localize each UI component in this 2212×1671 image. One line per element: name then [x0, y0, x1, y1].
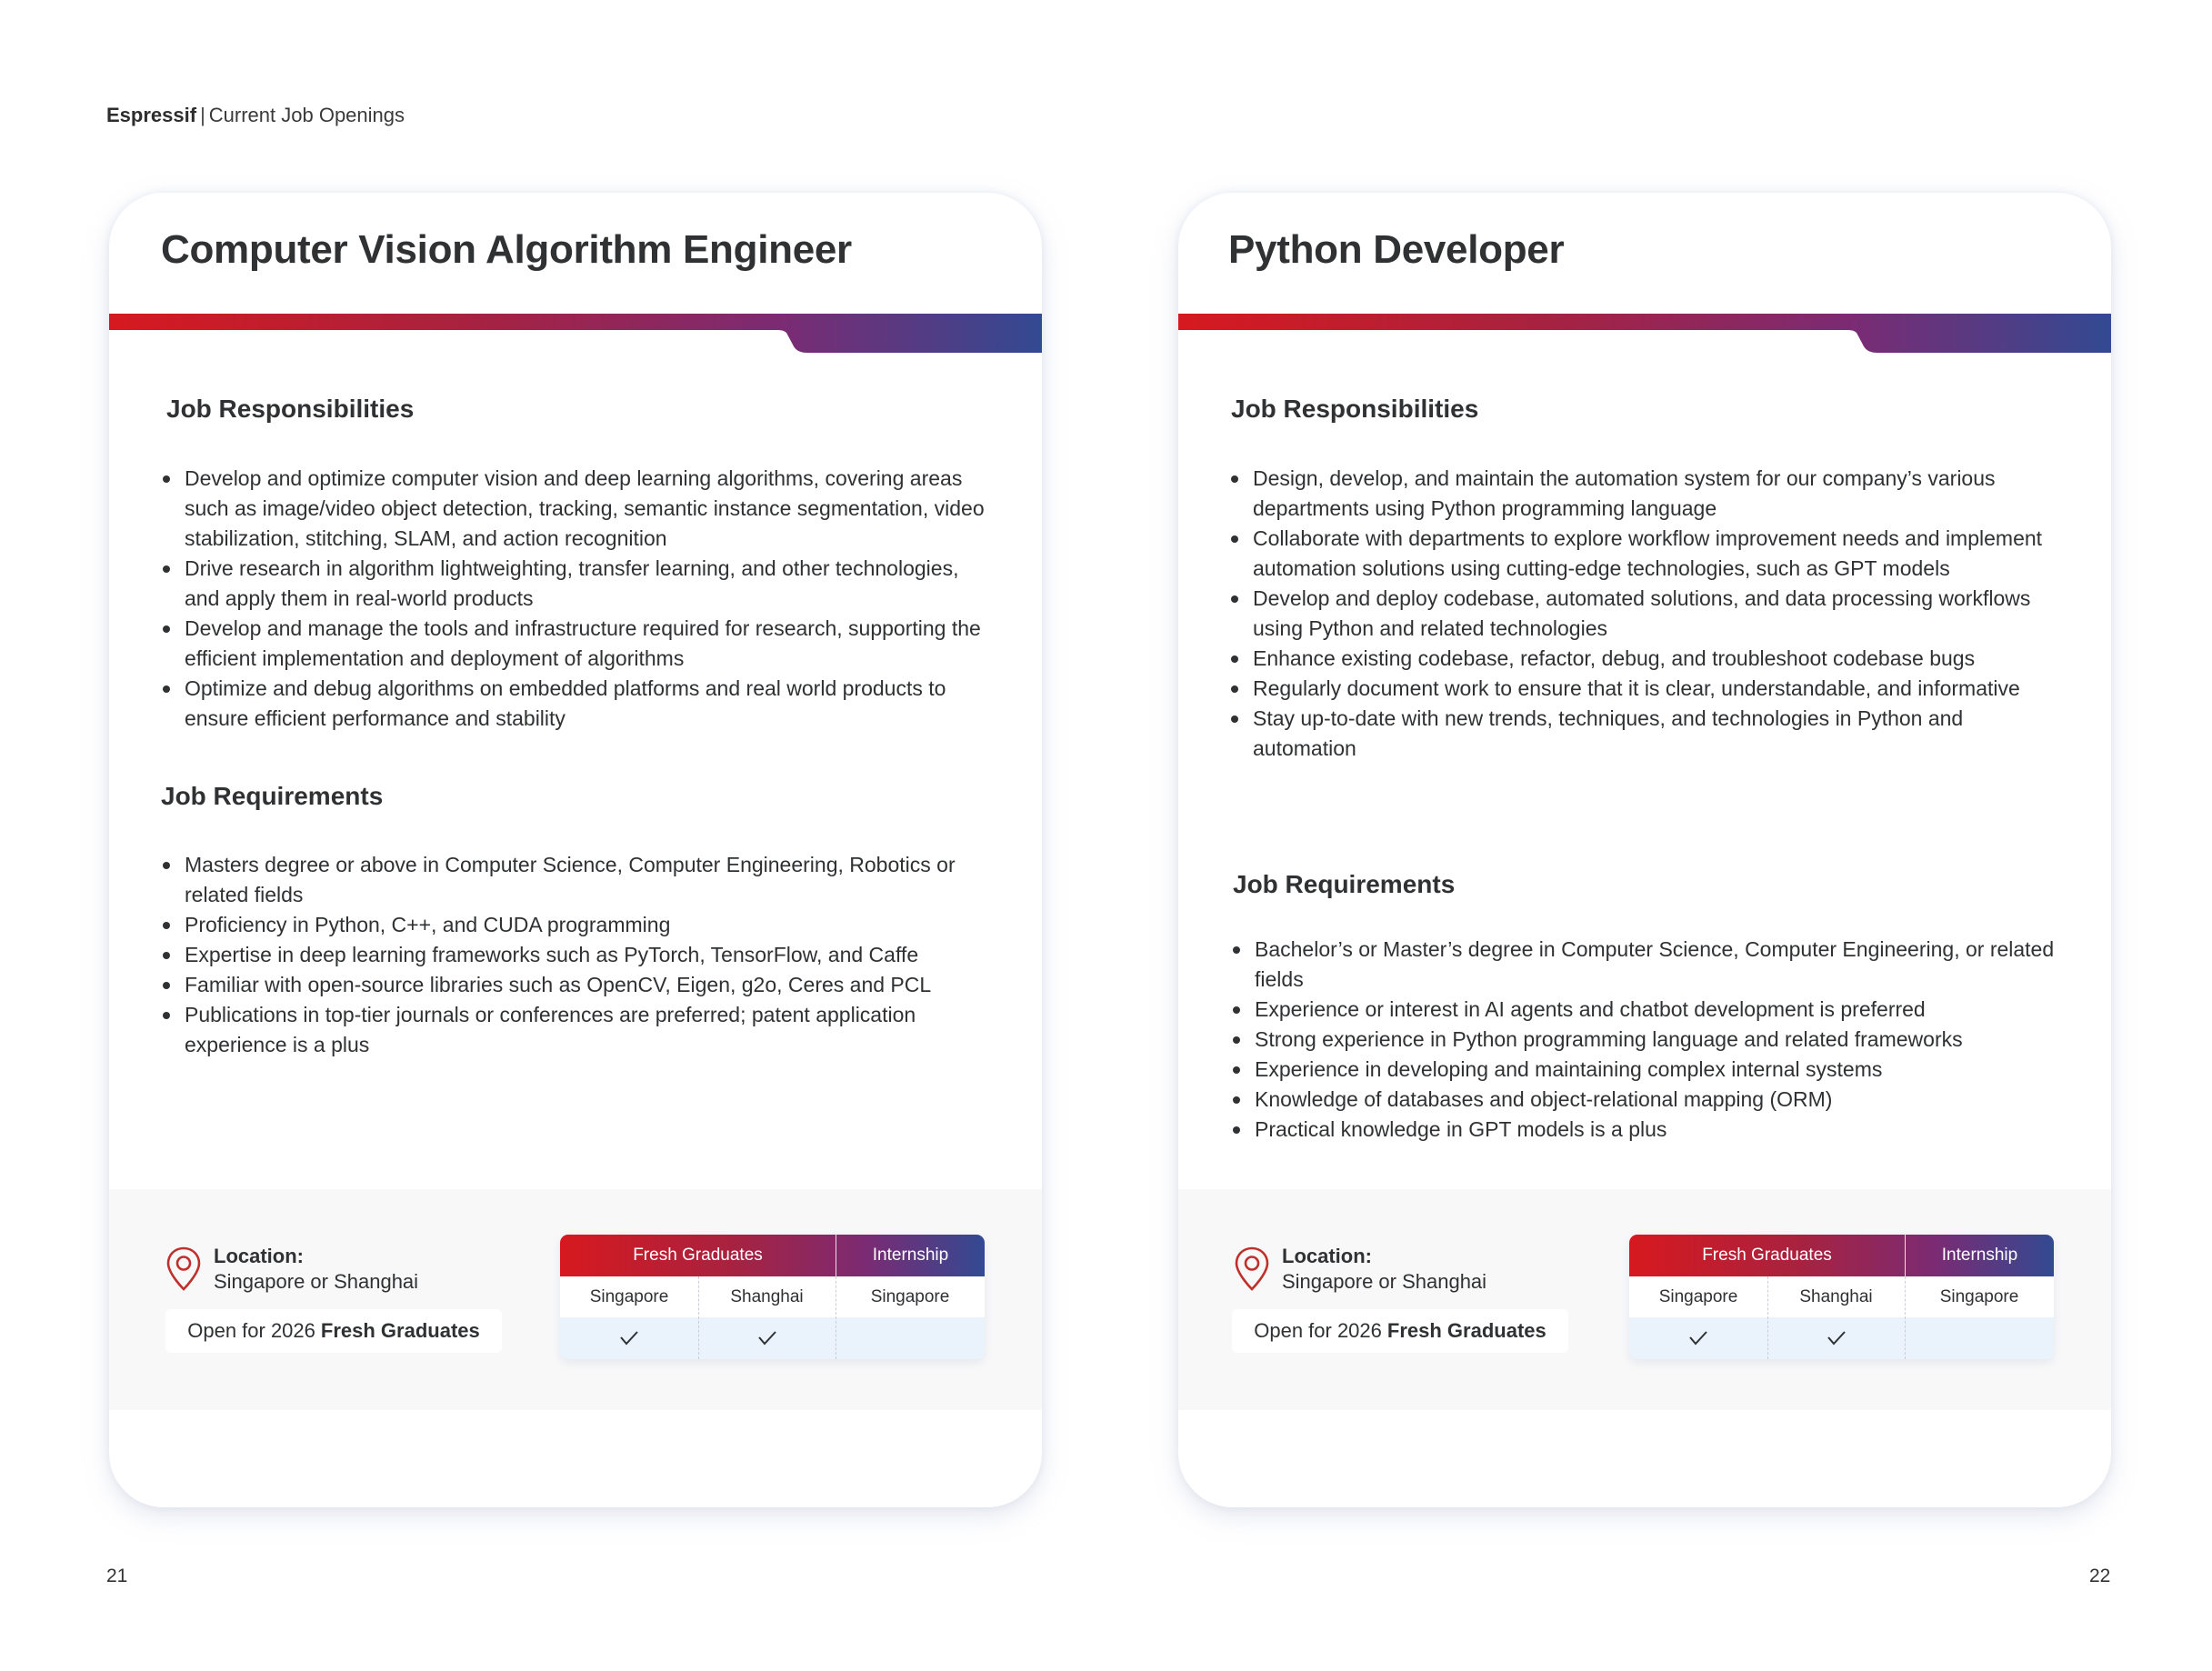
page-number-right: 22	[2089, 1566, 2111, 1586]
gradient-band	[109, 302, 1042, 355]
table-header	[1629, 1235, 2054, 1276]
table-row-checks	[560, 1317, 985, 1359]
open-for-prefix: Open for 2026	[187, 1319, 315, 1342]
open-for-badge	[1232, 1309, 1568, 1353]
requirement-item: Experience in developing and maintaining complex internal systems	[1231, 1055, 2067, 1085]
requirement-item: Practical knowledge in GPT models is a plus	[1231, 1115, 2067, 1145]
open-for-prefix: Open for 2026	[1254, 1319, 1382, 1342]
responsibilities-list	[1229, 464, 2066, 764]
requirement-item: Bachelor’s or Master’s degree in Computer Science, Computer Engineering, or related fields	[1231, 935, 2067, 995]
check-icon	[1827, 1330, 1847, 1346]
requirement-item: Strong experience in Python programming language and related frameworks	[1231, 1025, 2067, 1055]
header-fresh-graduates: Fresh Graduates	[633, 1246, 763, 1265]
table-row-locations	[1629, 1276, 2054, 1317]
requirement-item: Masters degree or above in Computer Science, Computer Engineering, Robotics or related fields	[161, 850, 1006, 910]
job-title: Computer Vision Algorithm Engineer	[161, 227, 852, 272]
location-label: Location:	[1282, 1245, 1372, 1267]
responsibility-item: Stay up-to-date with new trends, techniques, and technologies in Python and automation	[1229, 704, 2066, 764]
table-row-checks	[1629, 1317, 2054, 1359]
requirement-item: Proficiency in Python, C++, and CUDA programming	[161, 910, 1006, 940]
requirement-item: Familiar with open-source libraries such as OpenCV, Eigen, g2o, Ceres and PCL	[161, 970, 1006, 1000]
open-for-emphasis: Fresh Graduates	[320, 1319, 480, 1342]
requirement-item: Expertise in deep learning frameworks such as PyTorch, TensorFlow, and Caffe	[161, 940, 1006, 970]
table-cell: Singapore	[1658, 1286, 1738, 1306]
brand-name: Espressif	[106, 104, 197, 126]
location-label: Location:	[214, 1245, 304, 1267]
requirements-heading: Job Requirements	[161, 782, 384, 810]
table-row-locations	[560, 1276, 985, 1317]
responsibility-item: Regularly document work to ensure that it is clear, understandable, and informative	[1229, 674, 2066, 704]
responsibilities-heading: Job Responsibilities	[1231, 395, 1479, 423]
responsibility-item: Collaborate with departments to explore workflow improvement needs and implement automation solutions using cutting-edge technologies, such as GPT models	[1229, 524, 2066, 584]
open-for-emphasis: Fresh Graduates	[1386, 1319, 1546, 1342]
responsibilities-list	[161, 464, 997, 734]
location-pin-icon	[1234, 1246, 1270, 1293]
table-cell	[698, 1317, 836, 1359]
responsibilities-heading: Job Responsibilities	[166, 395, 415, 423]
requirements-list	[1231, 935, 2067, 1145]
responsibility-item: Develop and deploy codebase, automated solutions, and data processing workflows using Python and related technologies	[1229, 584, 2066, 644]
table-cell: Singapore	[1939, 1286, 2019, 1306]
availability-table	[560, 1235, 985, 1359]
gradient-band	[1178, 302, 2111, 355]
table-header	[560, 1235, 985, 1276]
requirement-item: Knowledge of databases and object-relational mapping (ORM)	[1231, 1085, 2067, 1115]
header-fresh-graduates: Fresh Graduates	[1702, 1246, 1832, 1265]
responsibility-item: Develop and optimize computer vision and deep learning algorithms, covering areas such as image/video object detection, tracking, semantic instance segmentation, video stabilization, stitching, SLAM, and action recognition	[161, 464, 997, 554]
header-internship: Internship	[1941, 1246, 2018, 1265]
responsibility-item: Enhance existing codebase, refactor, debug, and troubleshoot codebase bugs	[1229, 644, 2066, 674]
requirement-item: Publications in top-tier journals or conferences are preferred; patent application experience is a plus	[161, 1000, 1006, 1060]
job-title: Python Developer	[1228, 227, 1565, 272]
requirements-heading: Job Requirements	[1233, 870, 1456, 898]
table-cell: Shanghai	[730, 1286, 804, 1306]
responsibility-item: Develop and manage the tools and infrastructure required for research, supporting the efficient implementation and deployment of algorithms	[161, 614, 997, 674]
page-number-left: 21	[106, 1566, 128, 1586]
location-value: Singapore or Shanghai	[1282, 1270, 1487, 1293]
check-icon	[1688, 1330, 1708, 1346]
table-divider	[698, 1276, 699, 1359]
table-cell	[836, 1317, 985, 1359]
check-icon	[619, 1330, 639, 1346]
responsibility-item: Design, develop, and maintain the automation system for our company’s various departments using Python programming language	[1229, 464, 2066, 524]
table-divider	[1905, 1276, 1906, 1359]
table-cell	[1905, 1317, 2054, 1359]
availability-table	[1629, 1235, 2054, 1359]
check-icon	[757, 1330, 777, 1346]
location-value: Singapore or Shanghai	[214, 1270, 419, 1293]
header-section: Current Job Openings	[208, 104, 405, 126]
job-card-computer-vision	[109, 193, 1042, 1507]
table-divider	[1767, 1276, 1768, 1359]
header-separator: |	[200, 104, 205, 126]
responsibility-item: Drive research in algorithm lightweighting, transfer learning, and other technologies, and apply them in real-world products	[161, 554, 997, 614]
open-for-badge	[165, 1309, 502, 1353]
table-cell: Singapore	[589, 1286, 669, 1306]
requirement-item: Experience or interest in AI agents and chatbot development is preferred	[1231, 995, 2067, 1025]
job-card-python-developer	[1178, 193, 2111, 1507]
running-header	[106, 104, 405, 127]
table-cell: Singapore	[870, 1286, 950, 1306]
table-cell	[560, 1317, 698, 1359]
requirements-list	[161, 850, 1006, 1060]
table-cell	[1629, 1317, 1767, 1359]
table-cell	[1767, 1317, 1905, 1359]
header-internship: Internship	[872, 1246, 949, 1265]
table-cell: Shanghai	[1799, 1286, 1873, 1306]
location-pin-icon	[165, 1246, 202, 1293]
responsibility-item: Optimize and debug algorithms on embedded platforms and real world products to ensure efficient performance and stability	[161, 674, 997, 734]
